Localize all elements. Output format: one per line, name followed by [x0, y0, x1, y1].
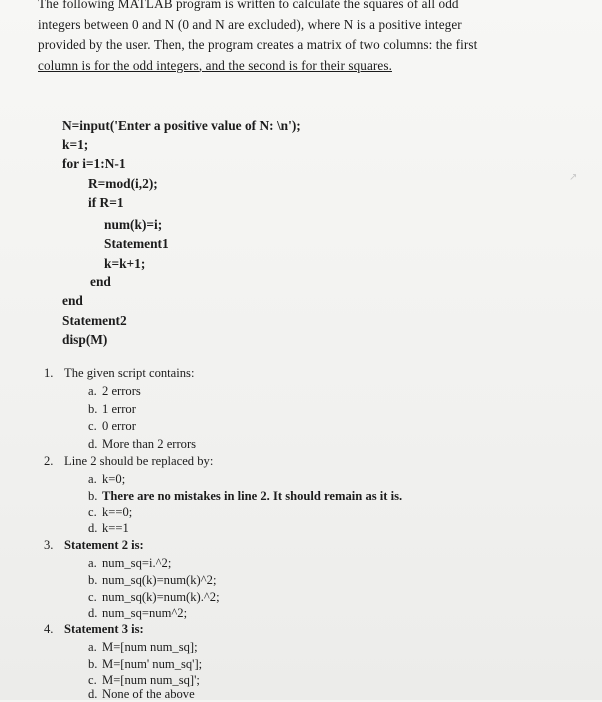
option-text: 1 error — [102, 402, 136, 416]
question-text: The given script contains: — [64, 366, 195, 380]
option-letter: c. — [88, 419, 97, 433]
cursor-icon: ↗ — [569, 172, 578, 183]
code-line: if R=1 — [88, 195, 124, 210]
option-letter: b. — [88, 657, 98, 671]
question-text: Statement 3 is: — [64, 622, 144, 636]
option-letter: b. — [88, 489, 98, 503]
option-letter: d. — [88, 437, 98, 451]
option — [88, 437, 196, 452]
option — [88, 489, 402, 504]
option-letter: b. — [88, 402, 98, 416]
option — [88, 505, 132, 520]
code-line: disp(M) — [62, 332, 108, 347]
option-text: 2 errors — [102, 384, 141, 398]
option — [88, 657, 202, 672]
code-line: R=mod(i,2); — [88, 176, 158, 191]
option-letter: b. — [88, 573, 98, 587]
option-letter: d. — [88, 687, 98, 701]
option — [88, 556, 171, 571]
code-line: end — [62, 293, 83, 308]
option-text: 0 error — [102, 419, 136, 433]
code-line: for i=1:N-1 — [62, 156, 126, 171]
code-line: Statement1 — [104, 236, 169, 251]
option — [88, 419, 136, 434]
option-letter: a. — [88, 556, 97, 570]
option — [88, 590, 220, 605]
option-text: k=0; — [102, 472, 126, 486]
code-line: N=input('Enter a positive value of N: \n'); — [62, 118, 301, 133]
intro-paragraph — [38, 0, 578, 76]
option-text: None of the above — [102, 687, 195, 701]
option-text: k==1 — [102, 521, 129, 535]
option — [88, 402, 136, 417]
code-line: num(k)=i; — [104, 217, 163, 232]
option-letter: c. — [88, 505, 97, 519]
option-text: num_sq=i.^2; — [102, 556, 172, 570]
option — [88, 472, 125, 487]
option — [88, 606, 187, 621]
option-text: k==0; — [102, 505, 133, 519]
question-number: 2. — [44, 454, 54, 468]
question-3 — [44, 538, 144, 553]
code-line: k=1; — [62, 137, 89, 152]
intro-line: provided by the user. Then, the program creates a matrix of two columns: the first — [38, 37, 478, 52]
option-text: M=[num num_sq]; — [102, 640, 198, 654]
question-number: 4. — [44, 622, 54, 636]
option-letter: c. — [88, 673, 97, 687]
option-letter: d. — [88, 606, 98, 620]
option-text: M=[num' num_sq']; — [102, 657, 203, 671]
question-number: 1. — [44, 366, 54, 380]
intro-line: integers between 0 and N (0 and N are excluded), where N is a positive integer — [38, 16, 462, 32]
code-line: Statement2 — [62, 313, 127, 328]
question-number: 3. — [44, 538, 54, 552]
question-4 — [44, 622, 144, 637]
option-text: num_sq=num^2; — [102, 606, 188, 620]
question-2 — [44, 454, 213, 469]
question-text: Statement 2 is: — [64, 538, 144, 552]
option-letter: c. — [88, 590, 97, 604]
option — [88, 673, 200, 688]
option-letter: a. — [88, 640, 97, 654]
option-letter: a. — [88, 384, 97, 398]
option-letter: a. — [88, 472, 97, 486]
option-text: There are no mistakes in line 2. It should remain as it is. — [102, 489, 403, 503]
option — [88, 573, 216, 588]
code-line: k=k+1; — [104, 256, 146, 271]
option — [88, 521, 129, 536]
option-letter: d. — [88, 521, 98, 535]
question-text: Line 2 should be replaced by: — [64, 454, 214, 468]
option-text: More than 2 errors — [102, 437, 197, 451]
option-text: num_sq(k)=num(k)^2; — [102, 573, 217, 587]
intro-line: The following MATLAB program is written to calculate the squares of all odd — [38, 0, 459, 11]
code-line: end — [90, 274, 111, 289]
question-1 — [44, 366, 194, 381]
option — [88, 384, 141, 399]
intro-line: column is for the odd integers, and the second is for their squares. — [38, 57, 392, 73]
option-text: num_sq(k)=num(k).^2; — [102, 590, 220, 604]
option — [88, 640, 198, 655]
option-text: M=[num num_sq]'; — [102, 673, 200, 687]
